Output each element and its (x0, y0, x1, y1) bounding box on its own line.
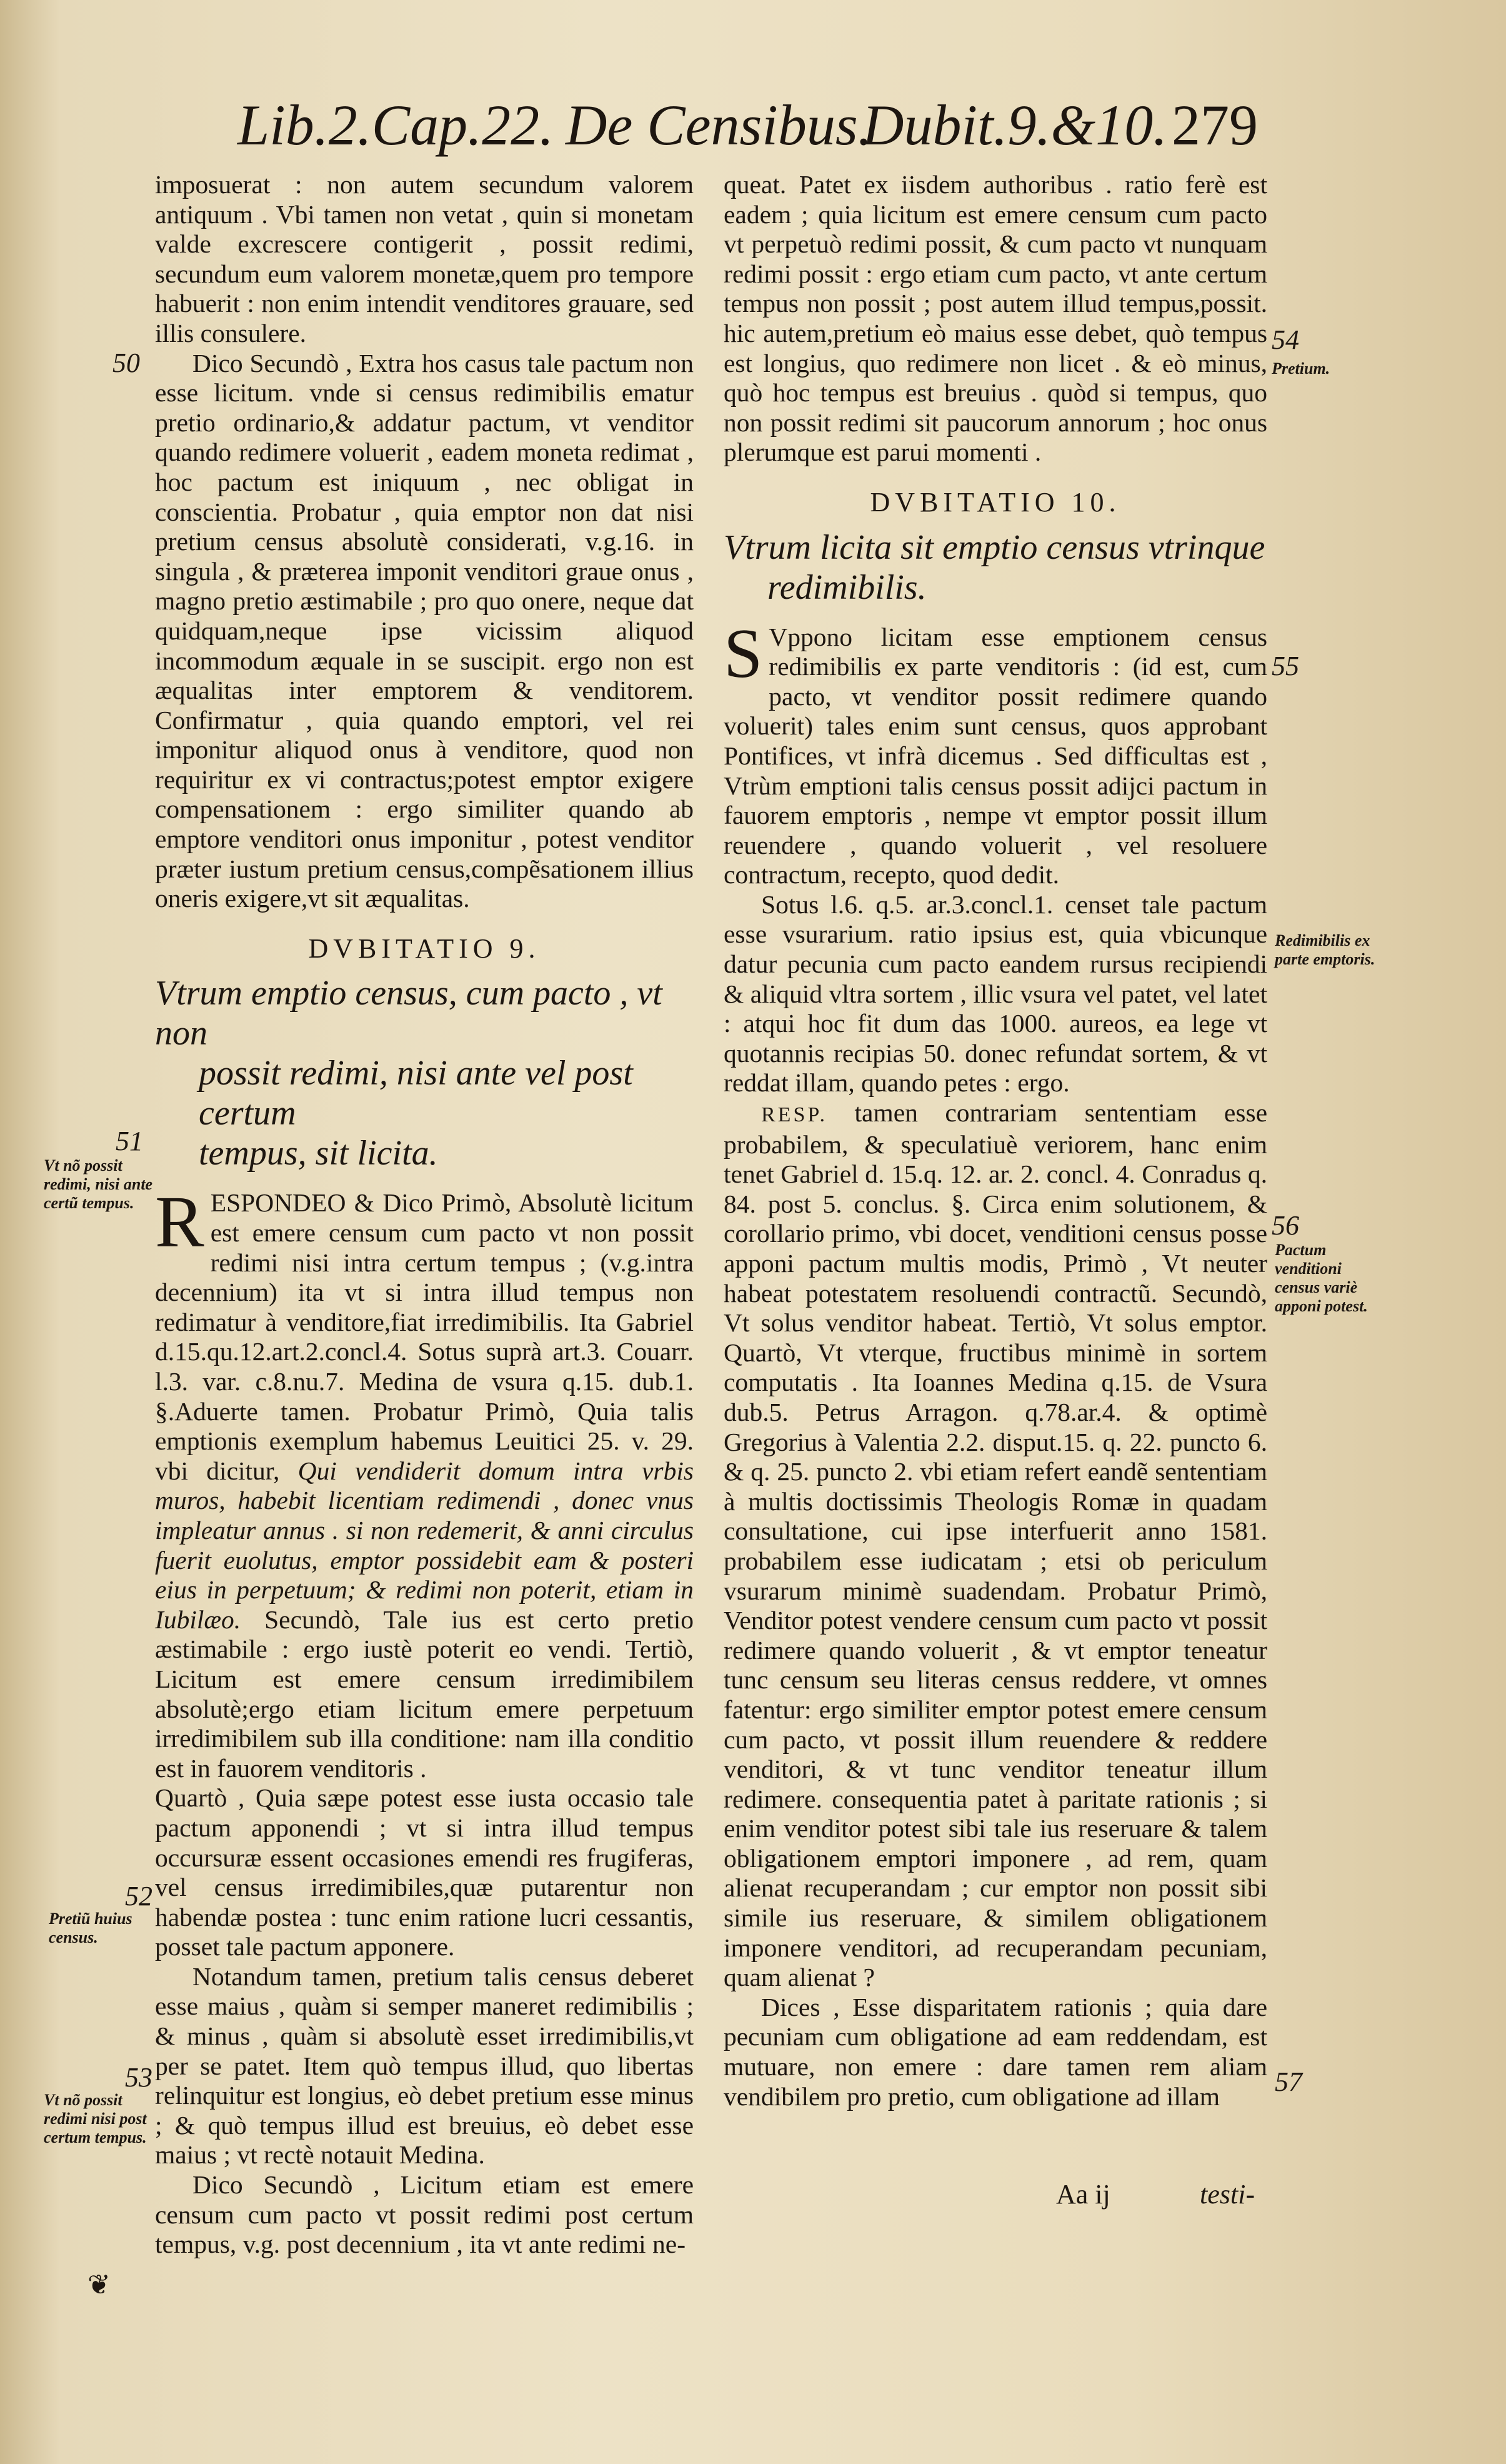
margin-number: 51 (116, 1126, 143, 1156)
question-title (724, 528, 1267, 608)
paragraph: Sotus l.6. q.5. ar.3.concl.1. censet tale pactum esse vsurarium. ratio ipsius est, quia vbicunque datur pecunia cum pacto eandem rursus recipiendi & aliquid vltra sortem , illic vsura vel patet, vel latet : atqui hoc fit dum das 1000. aureos, ea lege vt quotannis recipias 50. donec refundat sortem, & vt reddat illam, quando petes : ergo. (724, 889, 1267, 1098)
paragraph: queat. Patet ex iisdem authoribus . ratio ferè est eadem ; quia licitum est emere censum cum pacto vt perpetuò redimi possit, & cum pacto vt nunquam redimi possit : ergo etiam cum pacto, vt ante certum tempus non possit ; post autem illud tempus,possit. hic autem,pretium eò maius esse debet, quò tempus est longius, quo redimere non licet . & eò minus, quò hoc tempus est breuius . quòd si tempus, quo non possit redimi sit paucorum annorum ; hoc onus plerumque est parui momenti . (724, 170, 1267, 467)
paragraph: Quartò , Quia sæpe potest esse iusta occasio tale pactum apponendi ; vt si intra illud tempus occursuræ essent occasiones emendi res frugiferas, vel census irredimibiles,quæ putarentur non habendæ postea : tunc enim ratione lucri cessantis, posset tale pactum apponere. (155, 1783, 694, 1961)
drop-cap: S (724, 614, 763, 693)
signature-mark: Aa ij (1056, 2179, 1110, 2210)
paragraph: imposuerat : non autem secundum valorem antiquum . Vbi tamen non vetat , quin si monetam valde excrescere contigerit , possit redimi, secundum eum valorem monetæ,quem pro tempore habuerit : non enim intendit venditores grauare, sed illis consulere. (155, 170, 694, 348)
paragraph: Dico Secundò , Licitum etiam est emere censum cum pacto vt possit redimi post certum tempus, v.g. post decennium , ita vt ante redimi ne- (155, 2170, 694, 2259)
section-heading: DVBITATIO 10. (870, 486, 1121, 518)
margin-note: Pretium. (1272, 359, 1330, 378)
paragraph-text: tamen contrariam sententiam esse probabilem, & speculatiuè veriorem, hanc enim tenet Gabriel d. 15.q. 12. ar. 2. concl. 4. Conradus q. 84. post 5. conclus. §. Circa enim solutionem, & corollario primo, vbi docet, venditioni census posse apponi pactum multis modis, Primò , Vt neuter habeat potestatem resoluendi contractũ. Secundò, Vt solus venditor habeat. Tertiò, Vt solus emptor. Quartò, Vt vterque, fructibus minimè in sortem computatis . Ita Ioannes Medina q.15. de Vsura dub.5. Petrus Arragon. q.78.ar.4. & optimè Gregorius à Valentia 2.2. disput.15. q. 22. puncto 6. & q. 25. puncto 2. vbi etiam refert eandẽ sententiam à multis doctissimis Theologis Romæ in quadam consultatione, cui ipse interfuerit anno 1581. probabilem esse iudicatam ; etsi ob periculum vsurarum minimè suadendam. Probatur Primò, Venditor potest vendere censum cum pacto vt possit redimere quando voluerit , & vt emptor teneatur tunc censum seu literas census reddere, vt omnes fatentur: ergo similiter emptor potest emere censum cum pacto, vt possit illum reuendere & reddere venditori, & vt tunc venditor teneatur illum redimere. consequentia patet à paritate rationis ; si enim venditor potest sibi tale ius reseruare & talem obligationem emptori imponere , ad rem, quam alienat recuperandam ; cur emptor non possit sibi simile ius reseruare, & similem obligationem imponere venditori, ad recuperandam pecuniam, quam alienat ? (724, 1098, 1267, 1992)
margin-note: Redimibilis ex parte emptoris. (1275, 931, 1375, 968)
margin-number: 53 (125, 2062, 152, 2093)
margin-number: 55 (1272, 651, 1299, 681)
resp-label: RESP. (761, 1103, 827, 1127)
question-title-line: Vtrum emptio census, cum pacto , vt non (155, 974, 662, 1053)
page-number: 279 (1172, 93, 1258, 157)
margin-note: Pretiũ huius census. (49, 1910, 132, 1946)
paragraph (724, 614, 1267, 890)
header-book-chapter: Lib.2.Cap.22. (237, 93, 554, 157)
paragraph (724, 1098, 1267, 1993)
header-dubitations: Dubit.9.&10. (862, 93, 1168, 157)
margin-number: 54 (1272, 324, 1299, 355)
catchword: testi- (1200, 2179, 1255, 2210)
paragraph: Notandum tamen, pretium talis census deberet esse maius , quàm si semper maneret redimibilis ; & minus , quàm si absolutè esset irredimibilis,vt per se patet. Item quò tempus illud, quo libertas relinquitur est longius, eò debet pretium esse minus ; & quò tempus illud est breuius, eò debet esse maius ; vt rectè notauit Medina. (155, 1961, 694, 2170)
paragraph: Dico Secundò , Extra hos casus tale pactum non esse licitum. vnde si census redimibilis ematur pretio ordinario,& addatur pactum, vt venditor quando redimere voluerit , eadem moneta redimat , hoc pactum est iniquum , nec obligat in conscientia. Probatur , quia emptor non dat nisi pretium census absolutè considerati, v.g.16. in singula , & præterea imponit venditori graue onus , magno pretio æstimabile ; pro quo onere, neque dat quidquam,neque ipse vicissim aliquod incommodum æquale in se suscipit. ergo non est æqualitas inter emptorem & venditorem. Confirmatur , quia quando emptori, vel rei imponitur aliquod onus à venditore, quod non requiritur ex vi contractus;potest emptor exigere compensationem : ergo similiter quando ab emptore venditori onus imponitur , potest venditor præter iustum pretium census,compẽsationem illius oneris exigere,vt sit æqualitas. (155, 348, 694, 913)
margin-number: 57 (1275, 2066, 1302, 2097)
margin-number: 56 (1272, 1210, 1299, 1241)
scripture-quote: Qui vendiderit domum intra vrbis muros, habebit licentiam redimendi , donec vnus impleatur annus . si non redemerit, & anni circulus fuerit euolutus, emptor possidebit eam & posteri eius in perpetuum; & redimi non poterit, etiam in Iubilæo. (155, 1456, 694, 1634)
margin-note: Pactum venditioni census variè apponi potest. (1275, 1241, 1368, 1315)
drop-cap: R (155, 1181, 204, 1263)
question-title-line: tempus, sit licita. (199, 1134, 438, 1173)
left-column (155, 170, 694, 2260)
section-heading: DVBITATIO 9. (308, 933, 541, 964)
paragraph-text: Vppono licitam esse emptionem census redimibilis ex parte venditoris : (id est, cum pacto, vt venditor possit redimere quando voluerit) tales enim sunt census, quos approbant Pontifices, vt infrà dicemus . Sed difficultas est , Vtrùm emptioni talis census possit adijci pactum in fauorem emptoris , nempe vt emptor possit illum reuendere , quando voluerit , vel resoluere contractum, recepto, quod dedit. (724, 622, 1267, 889)
question-title (155, 973, 694, 1173)
ornament-icon: ❦ (87, 2269, 111, 2301)
paragraph-text: Secundò, Talе ius est certo pretio æstimabile : ergo iustè poterit eo vendi. Tertiò, Licitum est emere censum irredimibilem absolutè;ergo etiam licitum emere perpetuum irredimibilem sub illa conditione: nam illa conditio est in fauorem venditoris . (155, 1605, 694, 1783)
margin-number: 52 (125, 1881, 152, 1911)
right-column (724, 170, 1267, 2111)
question-title-line: Vtrum licita sit emptio census vtrinque (724, 528, 1265, 567)
running-header (237, 88, 1269, 163)
question-title-line: redimibilis. (767, 568, 927, 607)
question-title-line: possit redimi, nisi ante vel post certum (199, 1054, 633, 1133)
paragraph (155, 1181, 694, 1783)
margin-note: Vt nõ possit redimi nisi post certum tempus. (44, 2091, 147, 2146)
header-subject: De Censibus. (566, 93, 872, 157)
margin-note: Vt nõ possit redimi, nisi ante certũ tempus. (44, 1156, 153, 1212)
paragraph-text: ESPONDEO & Dico Primò, Absolutè licitum est emere censum cum pacto vt non possit redimi nisi intra certum tempus ; (v.g.intra decennium) ita vt si intra illud tempus non redimatur à venditore,fiat irredimibilis. Ita Gabriel d.15.qu.12.art.2.concl.4. Sotus suprà art.3. Couarr. l.3. var. c.8.nu.7. Medina de vsura q.15. dub.1. §.Aduerte tamen. Probatur Primò, Quia talis emptionis exemplum habemus Leuitici 25. v. 29. vbi dicitur, (155, 1188, 694, 1485)
margin-number: 50 (112, 348, 140, 378)
paragraph: Dices , Esse disparitatem rationis ; quia dare pecuniam cum obligatione ad eam reddendam, est mutuare, non emere : dare tamen rem aliam vendibilem pro pretio, cum obligatione ad illam (724, 1992, 1267, 2111)
